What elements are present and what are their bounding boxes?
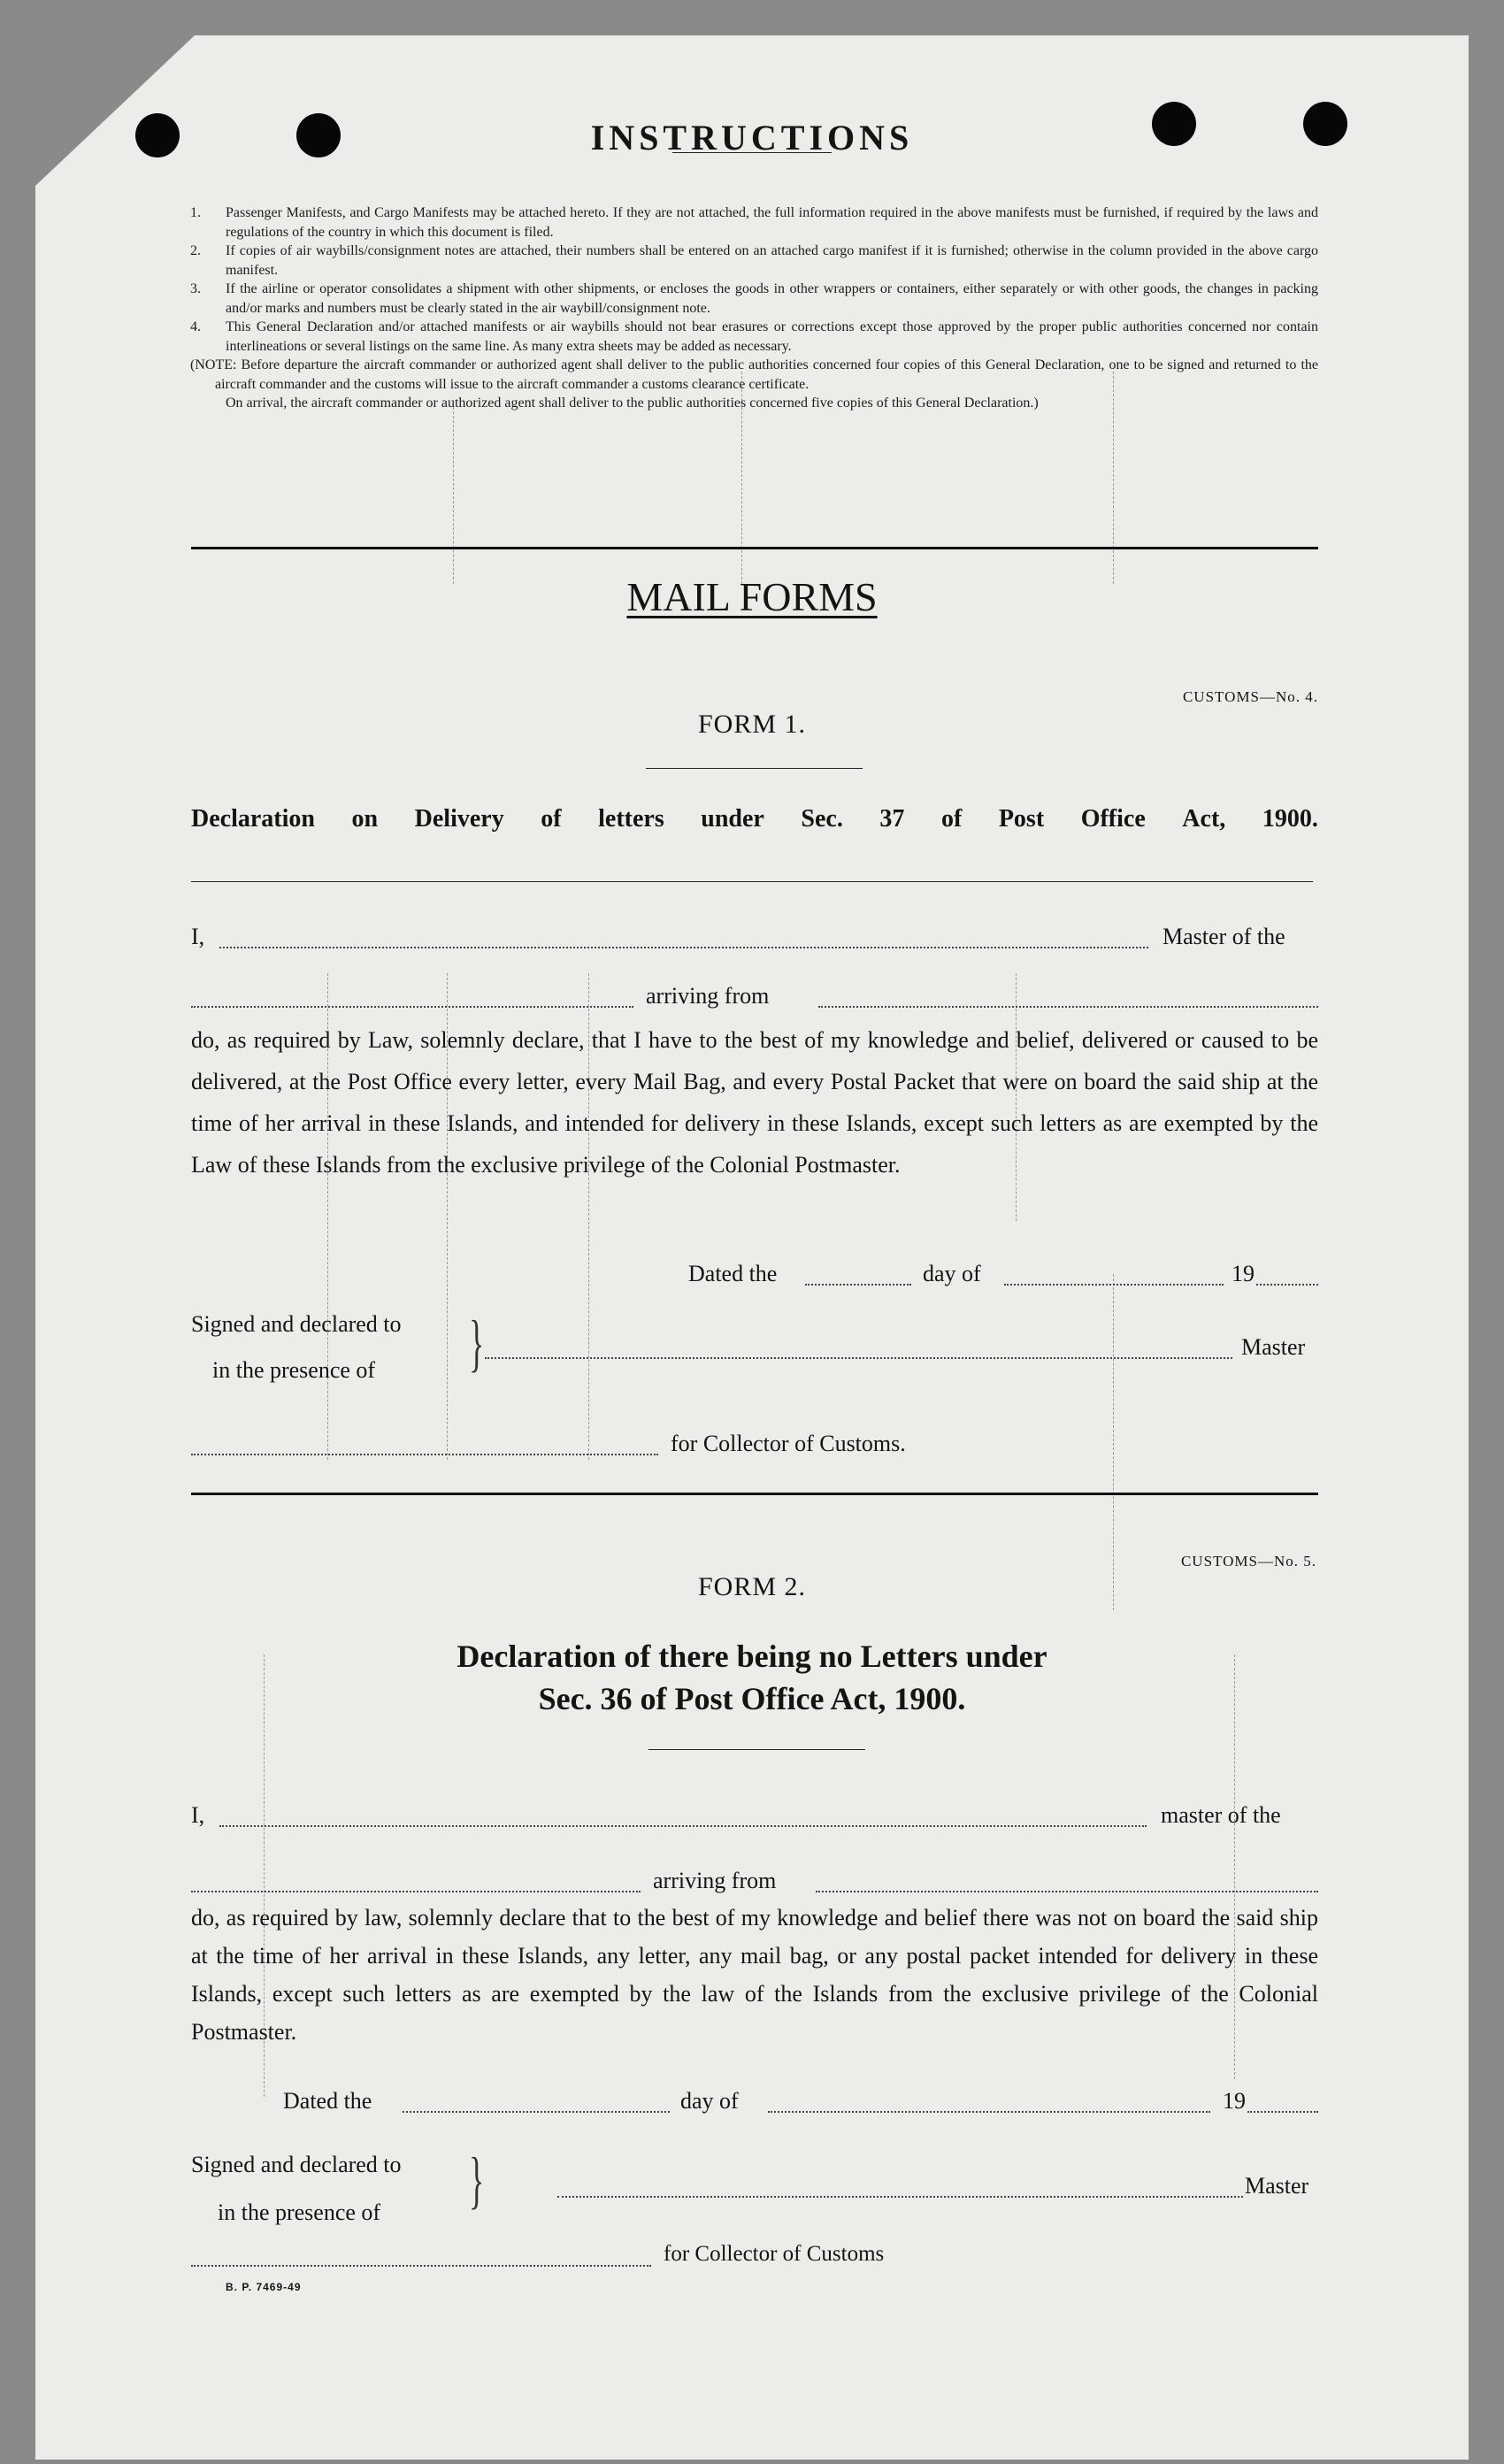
form1-name-field[interactable]: [219, 947, 1148, 948]
heading-word: Delivery: [414, 805, 504, 833]
instruction-note: (NOTE: Before departure the aircraft commander or authorized agent shall deliver to the public authorities concerned four copies of this General Declaration, one to be signed and returned to the aircraft commander and the customs will issue to the aircraft commander a customs clearance certificate.: [190, 357, 1318, 392]
form1-i-label: I,: [191, 924, 205, 949]
form1-ship-name-field[interactable]: [191, 1006, 633, 1008]
form1-body: do, as required by Law, solemnly declare, that I have to the best of my knowledge and belief, delivered or caused to be delivered, at the Post Office every letter, every Mail Bag, and every Postal Packet that were on board the said ship at the time of her arrival in these Islands, and intended for delivery in these Islands, except such letters as are exempted by the Law of these Islands from the exclusive privilege of the Colonial Postmaster.: [191, 1027, 1318, 1178]
form1-collector-signature-field[interactable]: [191, 1454, 658, 1455]
form2-label: FORM 2.: [697, 1572, 807, 1601]
form2-month-field[interactable]: [768, 2111, 1210, 2113]
form2-brace: }: [469, 2145, 485, 2215]
form2-heading-line1: Declaration of there being no Letters under: [457, 1639, 1047, 1674]
form1-arriving-from: arriving from: [646, 983, 770, 1009]
form2-origin-field[interactable]: [816, 1891, 1318, 1892]
instructions-title: INSTRUCTIONS: [590, 118, 914, 157]
instructions-title-underline: [672, 152, 832, 153]
form1-month-field[interactable]: [1004, 1284, 1224, 1286]
mail-forms-title: MAIL FORMS: [626, 574, 878, 619]
form1-signed-declared: Signed and declared to: [191, 1311, 402, 1337]
heading-word: Declaration: [191, 805, 315, 833]
form2-master-signature-field[interactable]: [557, 2196, 1243, 2198]
heading-word: of: [541, 805, 562, 833]
form2-body: do, as required by law, solemnly declare that to the best of my knowledge and belief there was not on board the said ship at the time of her arrival in these Islands, any letter, any mail bag, or any postal packet intended for delivery in these Islands, except such letters as are exempted by the law of the Islands from the exclusive privilege of the Colonial Postmaster.: [191, 1905, 1318, 2045]
form2-heading-line2: Sec. 36 of Post Office Act, 1900.: [538, 1681, 966, 1716]
form2-arriving-from: arriving from: [653, 1868, 777, 1893]
form1-master-of-the: Master of the: [1163, 924, 1285, 949]
form2-name-field[interactable]: [219, 1825, 1147, 1827]
form2-date-field[interactable]: [403, 2111, 670, 2113]
form2-master-label: Master: [1245, 2173, 1309, 2199]
fold-line: [453, 407, 454, 584]
form1-presence-of: in the presence of: [212, 1357, 376, 1383]
instruction-note-arrival: On arrival, the aircraft commander or authorized agent shall deliver to the public authorities concerned five copies of this General Declaration.): [226, 395, 1039, 411]
fold-line: [1113, 1274, 1114, 1610]
instruction-item: 2. If copies of air waybills/consignment notes are attached, their numbers shall be entered on an attached cargo manifest if it is furnished; otherwise in the column provided in the above cargo manifest.: [190, 243, 1318, 278]
instruction-item: 3. If the airline or operator consolidates a shipment with other shipments, or encloses the goods in other wrappers or containers, either separately or with other goods, the changes in packing and/or marks and numbers must be clearly stated in the air waybill/consignment note.: [190, 281, 1318, 316]
form1-dated-the: Dated the: [688, 1261, 778, 1286]
form1-origin-field[interactable]: [818, 1006, 1318, 1008]
heading-word: Act,: [1182, 805, 1226, 833]
form2-collector-signature-field[interactable]: [191, 2265, 651, 2267]
form1-year-prefix: 19: [1232, 1261, 1255, 1286]
instruction-item: 4. This General Declaration and/or attached manifests or air waybills should not bear erasures or corrections except those approved by the proper public authorities concerned nor contain interlineations or several listings on the same line. As many extra sheets may be added as necessary.: [190, 319, 1318, 354]
heading-word: letters: [598, 805, 664, 833]
form2-signed-declared: Signed and declared to: [191, 2152, 402, 2177]
form2-presence-of: in the presence of: [218, 2199, 381, 2225]
divider-instructions: [191, 547, 1318, 549]
heading-word: 1900.: [1262, 805, 1318, 833]
form1-customs-number: CUSTOMS—No. 4.: [1182, 688, 1318, 705]
form1-heading-rule: [191, 881, 1313, 882]
form1-label: FORM 1.: [697, 710, 807, 739]
form1-brace: }: [469, 1308, 485, 1378]
form1-date-field[interactable]: [805, 1284, 911, 1286]
form2-dated-the: Dated the: [283, 2088, 372, 2114]
instructions-list: [190, 203, 1318, 413]
heading-word: on: [351, 805, 379, 833]
form2-declaration-heading: [0, 1635, 1504, 1720]
divider-forms: [191, 1493, 1318, 1495]
instruction-item: 1. Passenger Manifests, and Cargo Manifests may be attached hereto. If they are not attached, the full information required in the above manifests must be furnished, if required by the laws and regulations of the country in which this document is filed.: [190, 205, 1318, 240]
form1-for-collector: for Collector of Customs.: [671, 1431, 906, 1456]
form2-for-collector: for Collector of Customs: [664, 2242, 885, 2266]
heading-word: Office: [1080, 805, 1146, 833]
form2-ship-name-field[interactable]: [191, 1891, 641, 1892]
form2-day-of: day of: [680, 2088, 739, 2114]
form1-master-signature-field[interactable]: [485, 1357, 1232, 1359]
form1-year-field[interactable]: [1256, 1284, 1318, 1286]
heading-word: Post: [998, 805, 1045, 833]
form2-heading-underline: [648, 1749, 865, 1750]
form2-customs-number: CUSTOMS—No. 5.: [1180, 1553, 1316, 1570]
form2-i-label: I,: [191, 1802, 205, 1828]
form1-label-underline: [646, 768, 863, 769]
form1-declaration-heading: [191, 805, 1318, 833]
form2-master-of-the: master of the: [1161, 1802, 1281, 1828]
form1-master-label: Master: [1241, 1334, 1306, 1360]
heading-word: under: [701, 805, 764, 833]
form2-year-prefix: 19: [1223, 2088, 1246, 2114]
form2-year-field[interactable]: [1247, 2111, 1318, 2113]
print-code: B. P. 7469-49: [226, 2281, 302, 2293]
heading-word: 37: [879, 805, 905, 833]
heading-word: of: [940, 805, 963, 833]
form1-day-of: day of: [923, 1261, 981, 1286]
heading-word: Sec.: [801, 805, 843, 833]
